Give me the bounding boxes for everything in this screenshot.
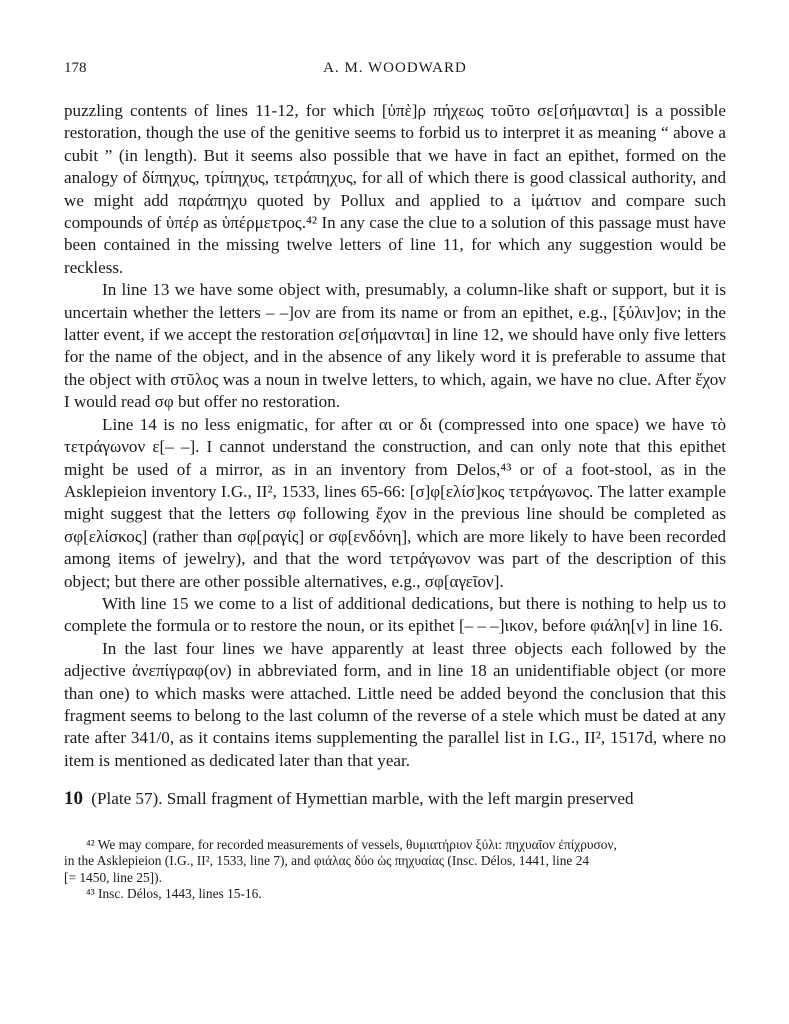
- page: [64, 60, 726, 903]
- paragraph: With line 15 we come to a list of additional dedications, but there is nothing to help us to complete the formula or to restore the noun, or its epithet [– – –]ικον, before φιάλη[ν] in line 16.: [64, 593, 726, 636]
- footnotes: [64, 837, 726, 903]
- running-head: A. M. WOODWARD: [323, 60, 467, 76]
- page-number: 178: [64, 60, 87, 76]
- paragraph: In the last four lines we have apparently at least three objects each followed by the adjective ἀνεπίγραφ(ον) in abbreviated form, and in line 18 an unidentifiable object (or more than one) to which masks were attached. Little need be added beyond the conclusion that this fragment seems to belong to the last column of the reverse of a stele which must be dated at any rate after 341/0, as it contains items supplementing the parallel list in I.G., II², 1517d, where no item is mentioned as dedicated later than that year.: [64, 638, 726, 770]
- body-text: [64, 100, 726, 772]
- entry-text: (Plate 57). Small fragment of Hymettian marble, with the left margin preserved: [91, 789, 634, 809]
- footnote-43: ⁴³ Insc. Délos, 1443, lines 15-16.: [86, 886, 262, 902]
- page-header: [64, 60, 726, 100]
- entry-number: 10: [64, 788, 83, 810]
- paragraph: Line 14 is no less enigmatic, for after αι or δι (compressed into one space) we have τὸ τετράγωνον ε[– –]. I cannot understand the construction, and can only note that this epithet might be used of a mirror, as in an inventory from Delos,⁴³ or of a foot-stool, as in the Asklepieion inventory I.G., II², 1533, lines 65-66: [σ]φ[ελίσ]κος τετράγωνος. The latter example might suggest that the letters σφ following ἔχον in the previous line should be completed as σφ[ελίσκος] (rather than σφ[ραγίς] or σφ[ενδόνη], which are more likely to have been recorded among items of jewelry), and that the word τετράγωνον was part of the description of this object; but there are other possible alternatives, e.g., σφ[αγεῖον].: [64, 414, 726, 591]
- paragraph: In line 13 we have some object with, presumably, a column-like shaft or support, but it is uncertain whether the letters – –]ον are from its name or from an epithet, e.g., [ξύλιν]ον; in the latter event, if we accept the restoration σε[σήμανται] in line 12, we should have only five letters for the name of the object, and in the absence of any likely word it is preferable to assume that the object with στῦλος was a noun in twelve letters, to which, again, we have no clue. After ἔχον I would read σφ but offer no restoration.: [64, 280, 726, 412]
- catalogue-entry: [64, 788, 726, 810]
- footnote-42-continued: in the Asklepieion (I.G., II², 1533, line 7), and φιάλας δύο ὡς πηχυαίας (Insc. Délos, 1441, line 24: [64, 853, 590, 869]
- footnote-42-continued: [= 1450, line 25]).: [64, 869, 162, 885]
- paragraph: puzzling contents of lines 11-12, for which [ὑπὲ]ρ πήχεως τοῦτο σε[σήμανται] is a possible restoration, though the use of the genitive seems to forbid us to interpret it as meaning “ above a cubit ” (in length). But it seems also possible that we have in fact an epithet, formed on the analogy of δίπηχυς, τρίπηχυς, τετράπηχυς, for all of which there is good classical authority, and we might add παράπηχυ quoted by Pollux and applied to a ἱμάτιον and compare such compounds of ὑπέρ as ὑπέρμετρος.⁴² In any case the clue to a solution of this passage must have been contained in the missing twelve letters of line 11, for which any suggestion would be reckless.: [64, 101, 726, 277]
- footnote-42: ⁴² We may compare, for recorded measurements of vessels, θυμιατήριον ξύλι: πηχυαῖον ἐπίχρυσον,: [86, 836, 617, 852]
